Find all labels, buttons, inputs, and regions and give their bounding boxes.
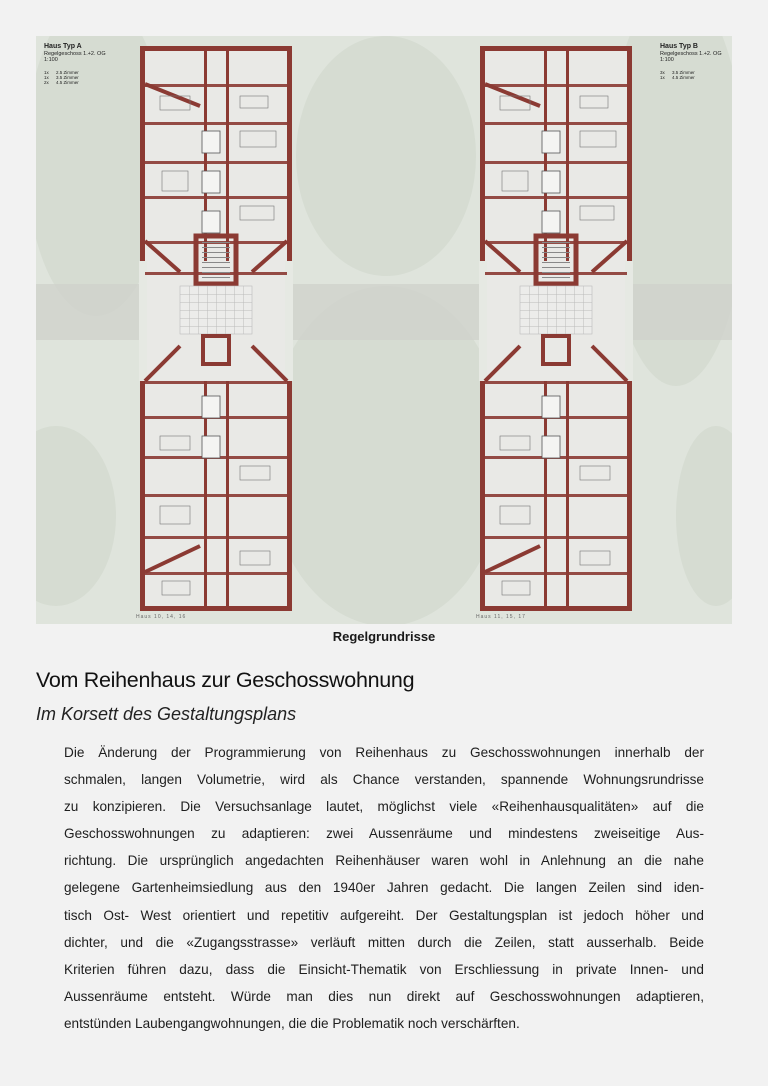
stair-step [542,247,570,248]
partition-wall [485,494,627,497]
unit-item: 2x 4.5 Zimmer [44,80,79,86]
bathroom [542,436,560,458]
stair-step [542,277,570,278]
body-line: schmalen, langen Volumetrie, wird als Chance verstanden, spannende Wohnungsrundrisse [64,772,704,788]
stair-step [542,257,570,258]
landing-grid [520,294,592,295]
landing-grid [520,310,592,311]
partition-wall [485,84,627,87]
bathroom [542,171,560,193]
bathroom [542,211,560,233]
wall [480,46,632,51]
unit-item: 1x 3.5 Zimmer [44,74,79,80]
body-paragraph [64,739,704,1037]
partition-wall [485,381,627,384]
bathroom [202,211,220,233]
stair-step [542,267,570,268]
house-numbers-a: Haus 10, 14, 16 [136,614,187,620]
spine-wall [566,381,569,611]
section-heading: Vom Reihenhaus zur Geschosswohnung [36,668,415,692]
body-line: gelegene Gartenheimsiedlung aus den 1940er Jahren gedacht. Die langen Zeilen sind iden- [64,880,704,896]
partition-wall [485,161,627,164]
section-subheading: Im Korsett des Gestaltungsplans [36,704,297,724]
bathroom [202,131,220,153]
body-line: dichter, und die «Zugangsstrasse» verläuft mitten durch die Zeilen, statt ausserhalb. Beide [64,934,704,950]
landing-grid [520,318,592,319]
partition-wall [485,572,627,575]
spine-wall [226,381,229,611]
balcony-recess [139,261,147,381]
body-line: Kriterien führen dazu, dass die Einsicht-Thematik von Erschliessung in private Innen- und [64,961,704,977]
balcony-recess [479,261,487,381]
stair-step [202,247,230,248]
partition-wall [145,572,287,575]
stair-step [202,267,230,268]
wall [140,606,292,611]
stair-step [202,252,230,253]
partition-wall [145,494,287,497]
house-numbers-b: Haus 11, 15, 17 [476,614,526,620]
partition-wall [145,381,287,384]
body-line: zu konzipieren. Die Versuchsanlage lautet, möglichst viele «Reihenhausqualitäten» auf die [64,799,704,815]
partition-wall [145,161,287,164]
stair-step [542,272,570,273]
stair-step [542,252,570,253]
wall [140,46,292,51]
bathroom [542,396,560,418]
landing-grid [180,310,252,311]
stair-step [202,262,230,263]
landing-grid [520,302,592,303]
spine-wall [566,46,569,261]
body-line: entstünden Laubengangwohnungen, die die Problematik noch verschärften. [64,1015,520,1031]
wall [480,606,632,611]
landing-grid [180,294,252,295]
stair-step [542,242,570,243]
unit-list-a [44,70,106,86]
landing-grid [520,326,592,327]
body-line: Die Änderung der Programmierung von Reihenhaus zu Geschosswohnungen innerhalb der [64,745,704,760]
plan-label-type-a [44,43,106,85]
floor-plan-svg [36,36,732,624]
stair-step [542,262,570,263]
plan-label-type-b [660,43,722,80]
bathroom [542,131,560,153]
plan-title-a: Haus Typ A [44,43,82,50]
balcony-recess [285,261,293,381]
partition-wall [485,122,627,125]
plan-scale-a: 1:100 [44,57,58,64]
bathroom [202,436,220,458]
partition-wall [145,84,287,87]
garden-patch [296,36,476,276]
unit-item: 1x 2.5 Zimmer [44,69,79,75]
body-line: tisch Ost- West orientiert und repetitiv aufgereiht. Der Gestaltungsplan ist jedoch höher und [64,907,704,923]
partition-wall [485,536,627,539]
stair-step [202,257,230,258]
balcony-recess [625,261,633,381]
body-line: Geschosswohnungen zu adaptieren: zwei Aussenräume und mindestens zweiseitige Aus- [64,826,704,842]
floor-plan-drawing [36,36,732,624]
plan-level-a: Regelgeschoss 1.+2. OG [44,51,106,58]
landing-grid [180,326,252,327]
spine-wall [226,46,229,261]
unit-item: 1x 4.5 Zimmer [660,74,695,80]
body-line: Aussenräume entsteht. Würde man dies nun direkt auf Geschosswohnungen adaptieren, [64,988,704,1004]
figure-caption: Regelgrundrisse [332,629,436,644]
plan-scale-b: 1:100 [660,57,674,64]
plan-title-b: Haus Typ B [660,43,698,50]
partition-wall [145,122,287,125]
stair-step [202,277,230,278]
unit-item: 3x 3.5 Zimmer [660,69,695,75]
partition-wall [145,196,287,199]
partition-wall [145,536,287,539]
bathroom [202,396,220,418]
plan-level-b: Regelgeschoss 1.+2. OG [660,51,722,58]
stair-step [202,242,230,243]
stair-step [202,272,230,273]
partition-wall [485,196,627,199]
unit-list-b [660,70,722,80]
landing-grid [180,318,252,319]
body-line: richtung. Die ursprünglich angedachten Reihenhäuser waren wohl in Anlehnung an die nahe [64,853,704,869]
landing-grid [180,302,252,303]
bathroom [202,171,220,193]
